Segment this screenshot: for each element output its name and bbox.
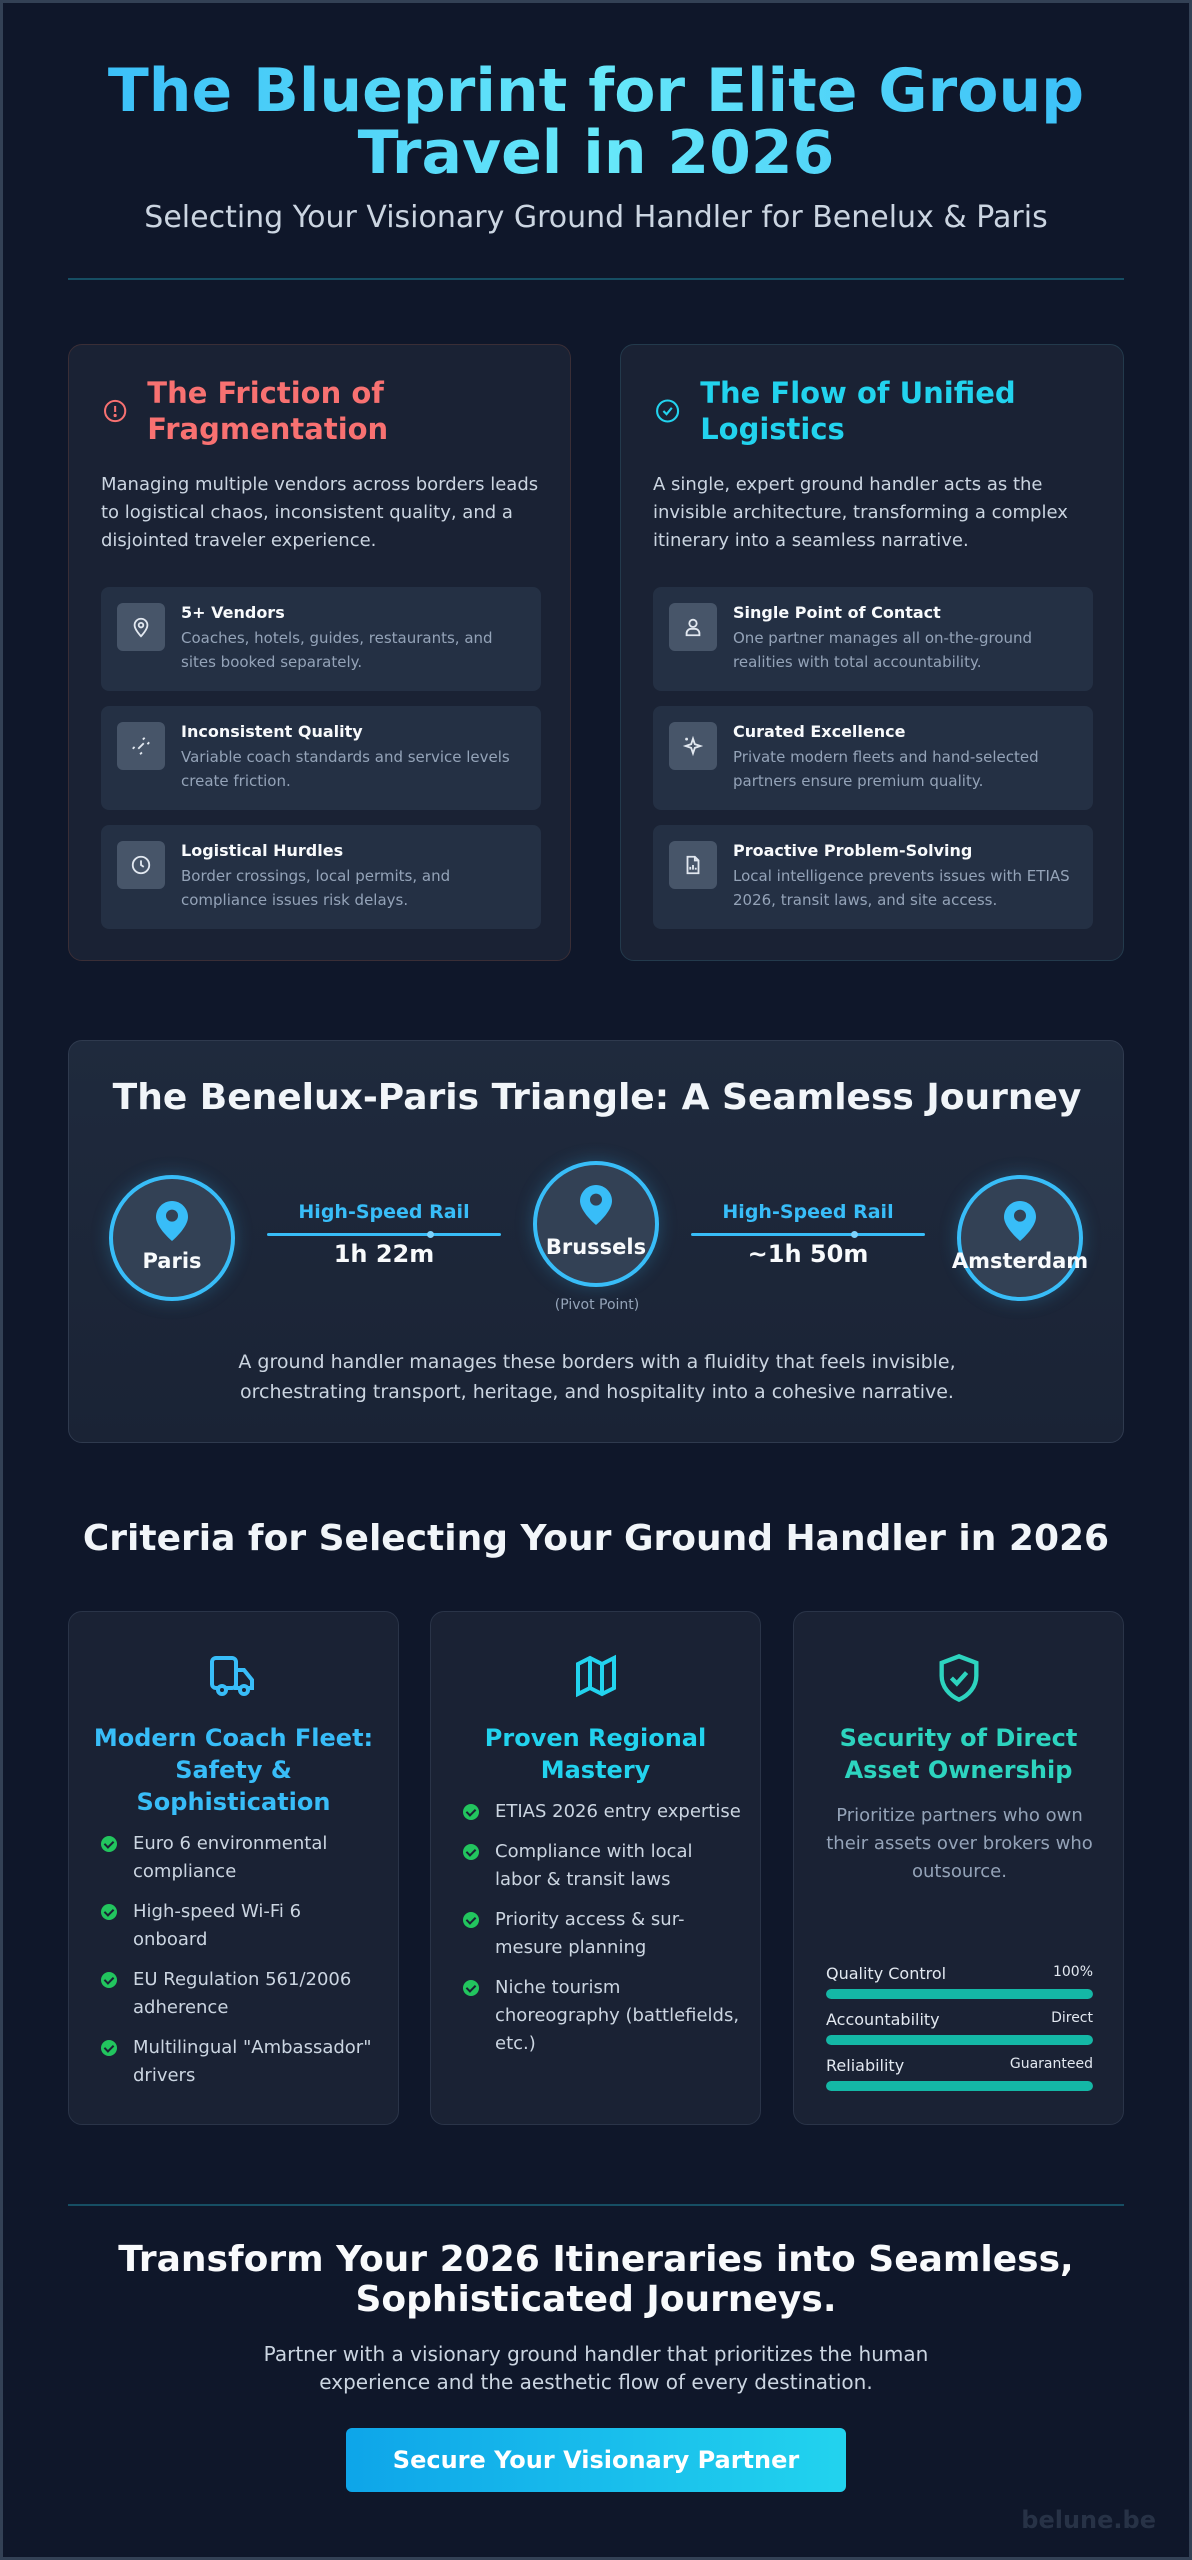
city-name: Paris: [142, 1249, 202, 1273]
meter-fill: [826, 2035, 1093, 2045]
friction-item-text: Border crossings, local permits, and compliance issues risk delays.: [181, 867, 451, 909]
rail-mode: High-Speed Rail: [298, 1201, 470, 1223]
meter-label: Quality Control: [826, 1964, 947, 1983]
header-divider: [68, 278, 1124, 280]
friction-title: The Friction of Fragmentation: [147, 376, 389, 446]
city-paris: [109, 1175, 235, 1301]
flow-item-title: Curated Excellence: [733, 722, 906, 741]
meter-reliability: [826, 2056, 1093, 2091]
pivot-note: (Pivot Point): [554, 1297, 640, 1313]
flow-item: [653, 706, 1093, 810]
criteria-card-ownership: [793, 1611, 1124, 2125]
friction-item: [101, 706, 541, 810]
city-name: Amsterdam: [951, 1249, 1089, 1273]
flow-description: A single, expert ground handler acts as the invisible architecture, transforming a complex itinerary into a seamless narrative.: [653, 474, 1068, 551]
meter-track: [826, 1989, 1093, 1999]
meter-value: Guaranteed: [1009, 2056, 1093, 2072]
meter-track: [826, 2081, 1093, 2091]
flow-item-text: Local intelligence prevents issues with ETIAS 2026, transit laws, and site access.: [733, 867, 1070, 909]
card-title: Modern Coach Fleet: Safety & Sophistication: [93, 1724, 374, 1816]
flow-panel: [620, 344, 1124, 961]
list-item: Multilingual "Ambassador" drivers: [101, 2034, 381, 2090]
list-item: Compliance with local labor & transit laws: [463, 1838, 743, 1894]
check-icon: [101, 2040, 117, 2056]
flow-title: The Flow of Unified Logistics: [700, 376, 1016, 446]
triangle-description: A ground handler manages these borders with a fluidity that feels invisible, orchestrating transport, heritage, and hospitality into a cohesive narrative.: [238, 1351, 956, 1403]
list-item: ETIAS 2026 entry expertise: [463, 1798, 743, 1826]
map-pin-icon: [156, 1201, 188, 1241]
clock-icon: [130, 854, 152, 876]
meter-track: [826, 2035, 1093, 2045]
criteria-title: Criteria for Selecting Your Ground Handler in 2026: [82, 1518, 1110, 1559]
secure-partner-button[interactable]: Secure Your Visionary Partner: [346, 2428, 846, 2492]
alert-circle-icon: [103, 397, 127, 425]
check-icon: [101, 1836, 117, 1852]
friction-item: [101, 587, 541, 691]
user-icon: [682, 616, 704, 638]
card-title: Security of Direct Asset Ownership: [839, 1724, 1078, 1784]
list-item: Niche tourism choreography (battlefields, etc.): [463, 1974, 743, 2058]
truck-icon: [208, 1652, 260, 1700]
rail-line: [691, 1233, 925, 1236]
list-item: Priority access & sur-mesure planning: [463, 1906, 743, 1962]
rail-leg: [691, 1201, 925, 1268]
criteria-card-fleet: [68, 1611, 399, 2125]
meter-value: Direct: [1051, 2010, 1093, 2026]
meter-value: 100%: [1052, 1964, 1093, 1980]
rail-line: [267, 1233, 501, 1236]
city-brussels: [533, 1161, 659, 1287]
check-icon: [463, 1844, 479, 1860]
broken-link-icon: [130, 735, 152, 757]
shield-check-icon: [933, 1652, 985, 1704]
page-subtitle: Selecting Your Visionary Ground Handler for Benelux & Paris: [144, 200, 1048, 235]
page-title: The Blueprint for Elite Group Travel in 2026: [68, 60, 1124, 184]
map-pin-icon: [580, 1185, 612, 1225]
friction-item-text: Variable coach standards and service levels create friction.: [181, 748, 510, 790]
file-chart-icon: [682, 854, 704, 876]
map-pin-icon: [130, 616, 152, 638]
criteria-card-mastery: [430, 1611, 761, 2125]
list-item: High-speed Wi-Fi 6 onboard: [101, 1898, 381, 1954]
friction-item-text: Coaches, hotels, guides, restaurants, and sites booked separately.: [181, 629, 493, 671]
meter-quality: [826, 1964, 1093, 1999]
check-icon: [463, 1980, 479, 1996]
sparkles-icon: [682, 735, 704, 757]
meter-accountability: [826, 2010, 1093, 2045]
flow-item-text: Private modern fleets and hand-selected partners ensure premium quality.: [733, 748, 1039, 790]
meter-fill: [826, 2081, 1093, 2091]
meter-label: Accountability: [826, 2010, 940, 2029]
meter-label: Reliability: [826, 2056, 905, 2075]
check-icon: [463, 1804, 479, 1820]
flow-item-title: Proactive Problem-Solving: [733, 841, 973, 860]
watermark: belune.be: [1021, 2506, 1156, 2534]
rail-time: ~1h 50m: [747, 1240, 869, 1268]
friction-description: Managing multiple vendors across borders leads to logistical chaos, inconsistent quality, and a disjointed traveler experience.: [101, 474, 539, 551]
city-amsterdam: [951, 1175, 1089, 1301]
check-circle-icon: [655, 397, 680, 425]
flow-item-text: One partner manages all on-the-ground realities with total accountability.: [733, 629, 1033, 671]
friction-panel: [68, 344, 571, 961]
friction-item-title: 5+ Vendors: [181, 603, 285, 622]
friction-item: [101, 825, 541, 929]
flow-item: [653, 825, 1093, 929]
triangle-title: The Benelux-Paris Triangle: A Seamless Journey: [112, 1077, 1082, 1118]
list-item: EU Regulation 561/2006 adherence: [101, 1966, 381, 2022]
meter-fill: [826, 1989, 1093, 1999]
list-item: Euro 6 environmental compliance: [101, 1830, 381, 1886]
check-icon: [101, 1972, 117, 1988]
cta-divider: [68, 2204, 1124, 2206]
friction-item-title: Logistical Hurdles: [181, 841, 344, 860]
flow-item: [653, 587, 1093, 691]
friction-item-title: Inconsistent Quality: [181, 722, 363, 741]
rail-time: 1h 22m: [333, 1240, 435, 1268]
flow-item-title: Single Point of Contact: [733, 603, 941, 622]
map-icon: [570, 1652, 622, 1700]
card-points: [463, 1798, 743, 2070]
card-title: Proven Regional Mastery: [484, 1724, 707, 1784]
check-icon: [463, 1912, 479, 1928]
triangle-panel: [68, 1040, 1124, 1443]
check-icon: [101, 1904, 117, 1920]
card-description: Prioritize partners who own their assets over brokers who outsource.: [826, 1805, 1093, 1882]
map-pin-icon: [1004, 1201, 1036, 1241]
cta-title: Transform Your 2026 Itineraries into Seamless, Sophisticated Journeys.: [118, 2239, 1074, 2320]
city-name: Brussels: [545, 1235, 647, 1259]
rail-leg: [267, 1201, 501, 1268]
rail-mode: High-Speed Rail: [722, 1201, 894, 1223]
card-points: [101, 1830, 381, 2102]
cta-subtitle: Partner with a visionary ground handler that prioritizes the human experience and the aesthetic flow of every destination.: [263, 2342, 929, 2394]
